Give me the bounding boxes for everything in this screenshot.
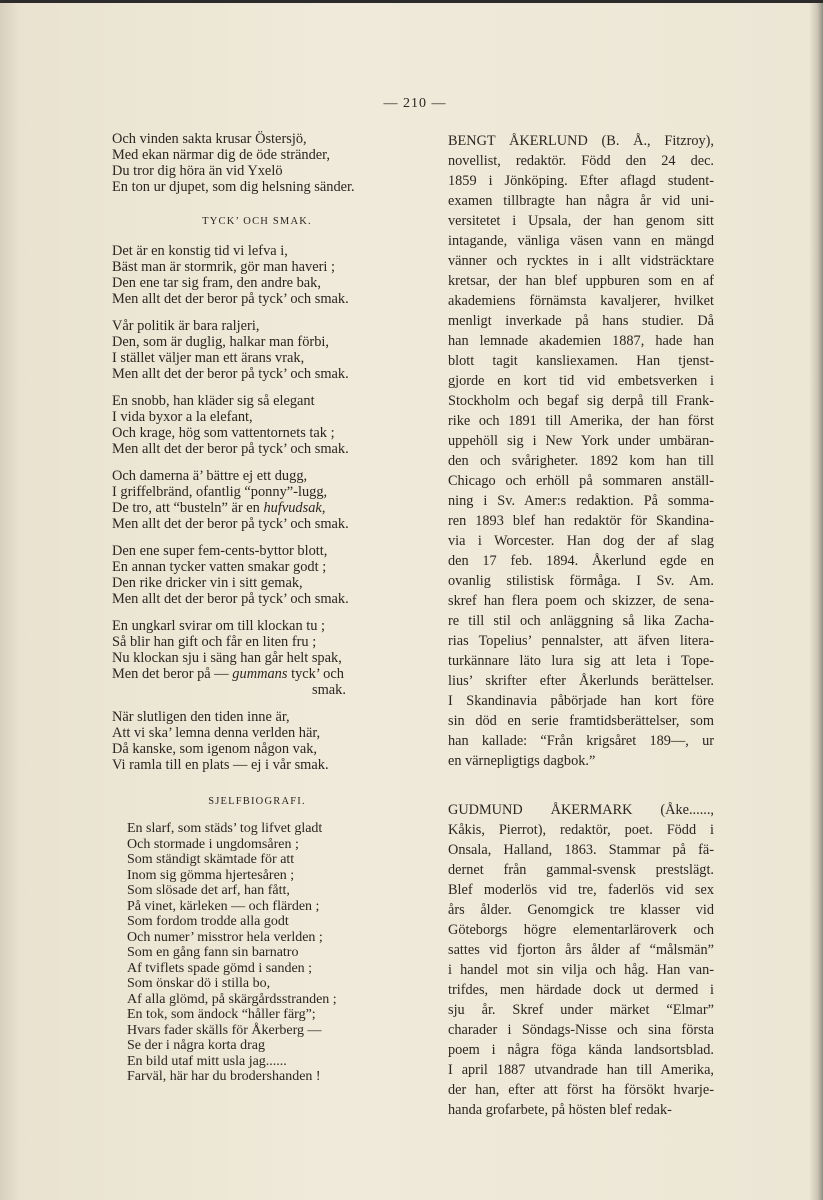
left-column [112,131,412,1085]
text-line: ning i Sv. Amer:s redaktion. På somma- [448,493,714,509]
poem-line: Och krage, hög som vattentornets tak ; [112,425,335,441]
text-line: der han, efter att först ha försökt hvarje- [448,1082,714,1098]
right-edge-shadow [809,0,823,1200]
poem-line: Men allt det der beror på tyck’ och smak. [112,591,349,607]
text-line: Blef moderlös vid tre, faderlös vid sex [448,882,714,898]
poem-line: En snobb, han kläder sig så elegant [112,393,315,409]
text-line: han kallade: “Från krigsåret 189—, ur [448,733,714,749]
poem-line: En ton ur djupet, som dig helsning sänder. [112,179,355,195]
text-line: novellist, redaktör. Född den 24 dec. [448,153,714,169]
text-line: examen tillbragte han några år vid uni- [448,193,714,209]
poem-line: Bäst man är stormrik, gör man haveri ; [112,259,335,275]
text-line: poem i några föga kända landsortsblad. [448,1042,714,1058]
stanza [112,543,412,607]
text-line: trifdes, men härdade dock ut dermed i [448,982,714,998]
poem-line: Och vinden sakta krusar Östersjö, [112,131,307,147]
poem-line: I stället väljer man ett ärans vrak, [112,350,305,366]
text-line: ren 1893 blef han redaktör för Skandina- [448,513,714,529]
poem-line: Af tviflets spade gömd i sanden ; [127,960,313,976]
poem-line: När slutligen den tiden inne är, [112,709,290,725]
poem-line: Vi ramla till en plats — ej i vår smak. [112,757,329,773]
text-line: charader i Söndags-Nisse och sina första [448,1022,714,1038]
stanza [112,468,412,532]
poem-line: Då kanske, som igenom någon vak, [112,741,318,757]
text-line: I april 1887 utvandrade han till Amerika, [448,1062,714,1078]
poem-line: Den rike dricker vin i sitt gemak, [112,575,303,591]
poem-line: I griffelbränd, ofantlig “ponny”-lugg, [112,484,328,500]
text-line: Göteborgs högre elementarläroverk och [448,922,714,938]
poem-title-sjelfbiografi: SJELFBIOGRAFI. [208,796,306,807]
entry-gap [448,771,714,800]
poem-line: Men det beror på — gummans tyck’ och [112,666,344,682]
poem-line: Men allt det der beror på tyck’ och smak. [112,291,349,307]
poem-line: Farväl, här har du brodershanden ! [127,1069,321,1084]
text-line: kretsar, der han blef uppburen som en af [448,273,714,289]
poem-line: Med ekan närmar dig de öde stränder, [112,147,330,163]
poem-line: De tro, att “busteln” är en hufvudsak, [112,500,326,516]
left-shadow [0,0,20,1200]
top-border [0,0,823,3]
poem-line: Så blir han gift och får en liten fru ; [112,634,317,650]
stanza [112,618,412,698]
poem-line: På vinet, kärleken — och flärden ; [127,898,320,914]
text-line: i handel mot sin vilja och håg. Han van- [448,962,714,978]
text-line: 1859 i Jönköping. Efter aflagd student- [448,173,714,189]
text-line: gjorde en kort tid vid embetsverken i [448,373,714,389]
text-line: skref han flera poem och skizzer, de sena- [448,593,714,609]
stanza [112,243,412,307]
poem-line: Men allt det der beror på tyck’ och smak. [112,516,349,532]
poem-title-tyck-och-smak: TYCK’ OCH SMAK. [202,216,312,227]
text-line: I Skandinavia påbörjade han kort före [448,693,714,709]
poem-line: En bild utaf mitt usla jag...... [127,1053,287,1069]
text-line: uppehöll sig i New York under umbäran- [448,433,714,449]
text-line: Kåkis, Pierrot), redaktör, poet. Född i [448,822,714,838]
poem-line: En ungkarl svirar om till klockan tu ; [112,618,326,634]
right-column [448,131,714,1120]
text-line: han lemnade akademien 1887, hade han [448,333,714,349]
text-line: en värnepligtigs dagbok.” [448,753,596,769]
poem-line: Som önskar dö i stilla bo, [127,976,271,991]
text-line: menligt inverkade på hans studier. Då [448,313,714,329]
text-line: sattes vid fjorton års ålder af “målsmän” [448,942,714,958]
text-line: rias Topelius’ pennalster, att äfven litera- [448,633,714,649]
poem-line: smak. [312,682,346,698]
text-line: den och svårigheter. 1892 kom han till [448,453,714,469]
poem-line: Men allt det der beror på tyck’ och smak. [112,366,349,382]
text-line: ovanlig stilistisk förmåga. I Sv. Am. [448,573,714,589]
text-line: BENGT ÅKERLUND (B. Å., Fitzroy), [448,133,714,149]
intro-stanza [112,131,412,195]
text-line: rike och 1891 till Amerika, der han först [448,413,714,429]
text-line: handa grofarbete, på hösten blef redak- [448,1102,672,1118]
stanza [112,393,412,457]
text-line: dernet från gammal-svensk prestslägt. [448,862,714,878]
poem-line: Den ene super fem-cents-byttor blott, [112,543,328,559]
poem-line: Och stormade i ungdomsåren ; [127,836,299,852]
text-line: Stockholm och begaf sig derpå till Frank- [448,393,714,409]
entry-gudmund-akermark [448,800,714,1120]
text-line: vänner och rycktes in i allt vidsträcktare [448,253,714,269]
poem-line: Det är en konstig tid vi lefva i, [112,243,288,259]
poem-line: Och damerna ä’ bättre ej ett dugg, [112,468,308,484]
stanza [112,318,412,382]
poem-line: En slarf, som städs’ tog lifvet gladt [127,821,323,836]
poem-line: Af alla glömd, på skärgårdsstranden ; [127,991,337,1007]
poem-line: Men allt det der beror på tyck’ och smak. [112,441,349,457]
poem-line: Den, som är duglig, halkar man förbi, [112,334,330,350]
text-line: GUDMUND ÅKERMARK (Åke......, [448,802,714,818]
poem-line: Som fordom trodde alla godt [127,914,289,929]
text-line: sju år. Skref under märket “Elmar” [448,1002,714,1018]
text-line: den 17 feb. 1894. Åkerlund egde en [448,553,714,569]
poem-line: Se der i några korta drag [127,1038,265,1053]
entry-bengt-akerlund [448,131,714,771]
text-line: Chicago och erhöll på sommaren anställ- [448,473,714,489]
stanza [112,709,412,773]
text-line: turkännare läto lura sig att leta i Tope- [448,653,714,669]
poem-line: Hvars fader skälls för Åkerberg — [127,1022,322,1038]
poem-line: Den ene tar sig fram, den andre bak, [112,275,321,291]
text-line: via i Worcester. Han dog der af slag [448,533,714,549]
poem-line: Du tror dig höra än vid Yxelö [112,163,283,179]
poem-line: Nu klockan sju i säng han går helt spak, [112,650,342,666]
poem-line: En tok, som ändock “håller färg”; [127,1007,316,1022]
text-line: intagande, vänliga väsen vann en mängd [448,233,714,249]
text-line: lius’ skrifter efter Åkerlunds berättelser. [448,673,714,689]
poem-line: Inom sig gömma hjertesåren ; [127,867,295,883]
poem-line: I vida byxor a la elefant, [112,409,253,425]
text-line: sin död en serie framtidsberättelser, som [448,713,714,729]
text-line: versitetet i Upsala, der han genom sitt [448,213,714,229]
poem-line: Och numer’ misstror hela verlden ; [127,929,323,945]
poem-line: Vår politik är bara raljeri, [112,318,260,334]
poem-line: Som ständigt skämtade för att [127,852,295,867]
text-line: akademiens förnämsta kavaljerer, hvilket [448,293,714,309]
text-line: års ålder. Genomgick tre klasser vid [448,902,714,918]
poem-line: Att vi ska’ lemna denna verlden här, [112,725,321,741]
sjelfbiografi-poem [112,821,412,1085]
poem-line: Som en gång fann sin barnatro [127,945,299,960]
text-line: Onsala, Halland, 1863. Stammar på fä- [448,842,714,858]
text-line: blott tagit kansliexamen. Han tjenst- [448,353,714,369]
text-line: re till stil och anläggning så lika Zacha- [448,613,714,629]
page-number: — 210 — [383,96,447,111]
poem-line: Som slösade det arf, han fått, [127,883,290,898]
poem-line: En annan tycker vatten smakar godt ; [112,559,327,575]
